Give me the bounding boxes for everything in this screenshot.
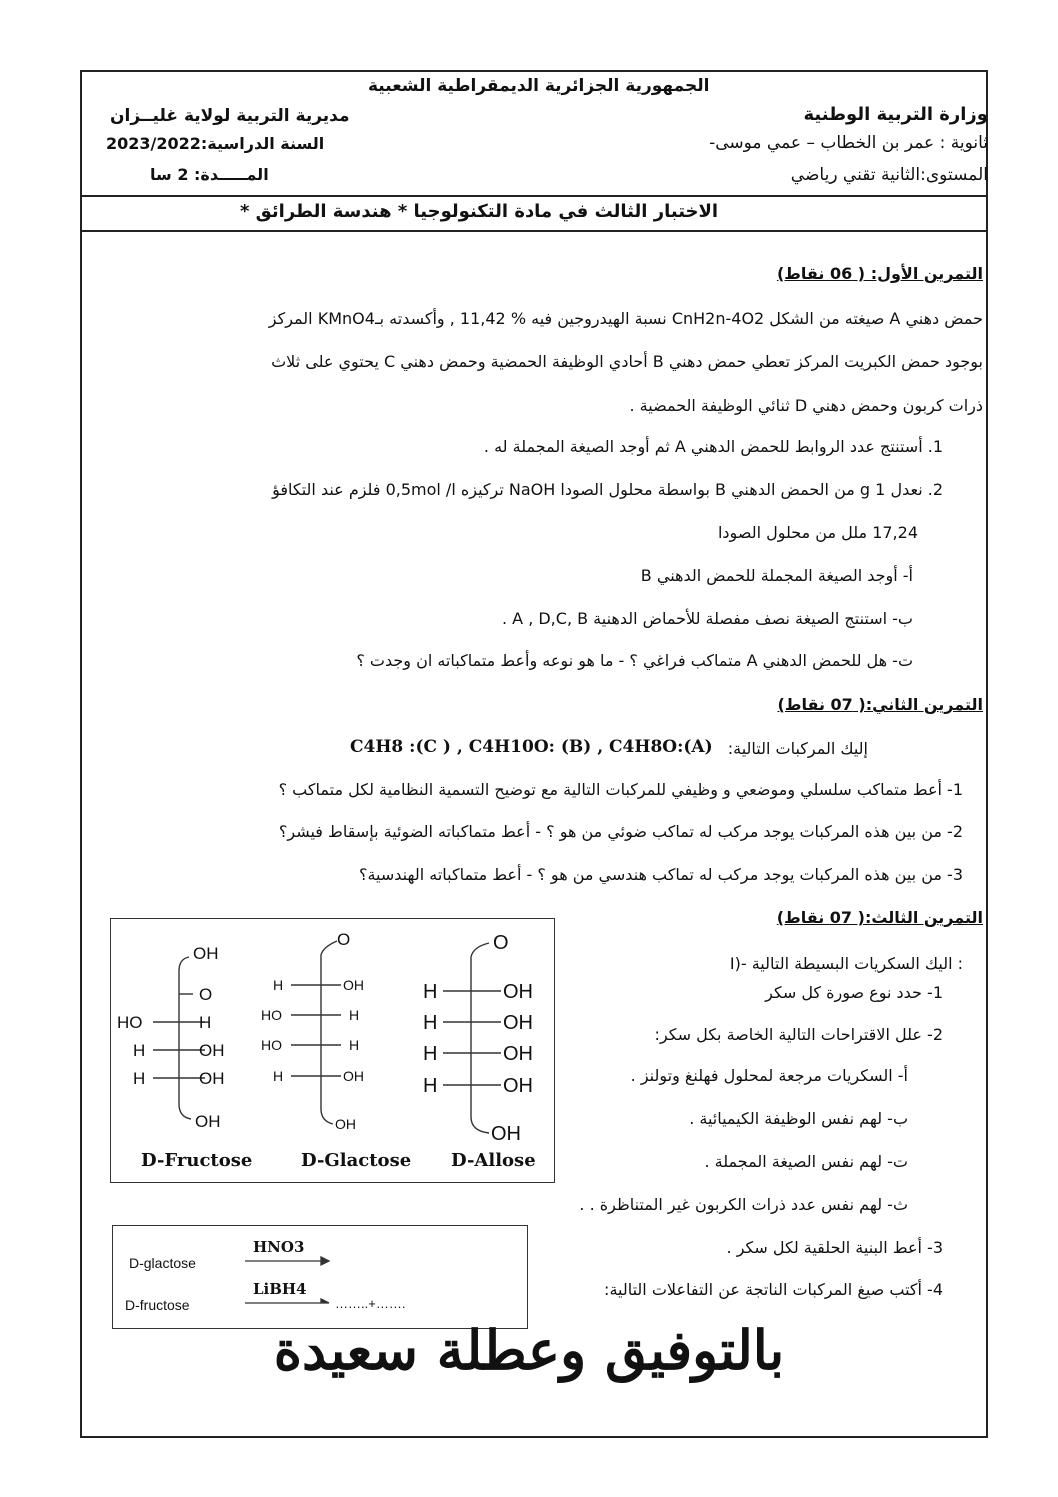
reactions-box: [112, 1225, 528, 1329]
ex2-compounds: C4H8 :(C ) , C4H10O: (B) , C4H8O:(A): [350, 737, 713, 757]
ex2-question-3: 3- من بين هذه المركبات يوجد مركب له تماكب هندسي من هو ؟ - أعط متماكباته الهندسية؟: [358, 865, 963, 884]
galactose-c5-right: OH: [343, 1068, 364, 1084]
ex2-intro: إليك المركبات التالية:: [727, 739, 868, 758]
ex1-question-2-cont: 17,24 ملل من محلول الصودا: [717, 523, 918, 542]
fructose-c4-right: OH: [199, 1041, 225, 1060]
allose-bottom-oh: OH: [491, 1123, 521, 1145]
ex2-question-1: 1- أعط متماكب سلسلي وموضعي و وظيفي للمركبات التالية مع توضيح التسمية النظامية لكل متماكب ؟: [278, 780, 963, 799]
ex1-paragraph-line-2: بوجود حمض الكبريت المركز تعطي حمض دهني B أحادي الوظيفة الحمضية وحمض دهني C يحتوي على ثلاث: [271, 352, 983, 371]
ex3-question-1: 1- حدد نوع صورة كل سكر: [765, 983, 943, 1002]
allose-top-o: O: [493, 932, 509, 954]
galactose-c2-left: H: [273, 977, 284, 993]
allose-label: D-Allose: [451, 1150, 536, 1171]
galactose-c5-left: H: [273, 1068, 284, 1084]
ex2-question-2: 2- من بين هذه المركبات يوجد مركب له تماكب ضوئي من هو ؟ - أعط متماكباته الضوئية بإسقاط فيشر؟: [278, 822, 963, 841]
fructose-c5-left: H: [133, 1069, 146, 1088]
duration: المـــــدة: 2 سا: [150, 165, 269, 184]
galactose-c2-right: OH: [343, 977, 364, 993]
exercise-3-title: التمرين الثالث:( 07 نقاط): [776, 908, 983, 927]
ex1-paragraph-line-1: حمض دهني A صيغته من الشكل CnH2n-4O2 نسبة الهيدروجين فيه % 11,42 , وأكسدته بـKMnO4 المركز: [268, 309, 983, 328]
reactions-diagram: [113, 1226, 529, 1330]
directorate-name: مديرية التربية لولاية غليــزان: [110, 106, 350, 126]
ex3-question-2: 2- علل الاقتراحات التالية الخاصة بكل سكر:: [654, 1025, 943, 1044]
fructose-bottom-oh: OH: [195, 1112, 221, 1131]
allose-c3-right: OH: [503, 1012, 533, 1034]
sugars-figure: [110, 918, 555, 1183]
fructose-c5-right: OH: [199, 1069, 225, 1088]
ex3-question-2b: ب- لهم نفس الوظيفة الكيميائية .: [689, 1109, 908, 1128]
allose-c2-left: H: [423, 981, 438, 1003]
exercise-2-title: التمرين الثاني:( 07 نقاط): [777, 695, 983, 714]
ex1-question-2c: ت- هل للحمض الدهني A متماكب فراغي ؟ - ما هو نوعه وأعط متماكباته ان وجدت ؟: [356, 651, 913, 670]
galactose-c3-right: H: [349, 1007, 360, 1023]
allose-c4-right: OH: [503, 1043, 533, 1065]
galactose-top-o: O: [337, 930, 351, 949]
exam-title: الاختبار الثالث في مادة التكنولوجيا * هندسة الطرائق *: [240, 201, 719, 222]
reaction-2-reactant: D-fructose: [125, 1297, 190, 1313]
ex3-question-4: 4- أكتب صيغ المركبات الناتجة عن التفاعلات التالية:: [604, 1280, 943, 1299]
allose-c2-right: OH: [503, 981, 533, 1003]
ex1-question-1: 1. أستنتج عدد الروابط للحمض الدهني A ثم أوجد الصيغة المجملة له .: [483, 437, 943, 456]
fischer-projections: [111, 919, 556, 1184]
ex1-question-2b: ب- استنتج الصيغة نصف مفصلة للأحماض الدهنية A , D,C, B .: [501, 609, 913, 628]
republic-title: الجمهورية الجزائرية الديمقراطية الشعبية: [368, 76, 710, 96]
galactose-c4-left: HO: [261, 1037, 282, 1053]
ex1-question-2: 2. نعدل 1 g من الحمض الدهني B بواسطة محلول الصودا NaOH تركيزه 0,5mol /l فلزم عند التكافؤ: [272, 480, 943, 499]
school-name: ثانوية : عمر بن الخطاب – عمي موسى-: [709, 133, 988, 153]
fructose-c3-left: HO: [117, 1013, 143, 1032]
reaction-1-reactant: D-glactose: [129, 1255, 196, 1271]
galactose-label: D-Glactose: [301, 1150, 412, 1171]
title-divider: [80, 230, 988, 232]
galactose-c4-right: H: [349, 1037, 360, 1053]
closing-message: بالتوفيق وعطلة سعيدة: [273, 1318, 785, 1382]
ex1-question-2a: أ- أوجد الصيغة المجملة للحمض الدهني B: [640, 566, 913, 585]
fructose-c4-left: H: [133, 1041, 146, 1060]
galactose-bottom-oh: OH: [335, 1116, 356, 1132]
allose-c5-right: OH: [503, 1075, 533, 1097]
level-label: المستوى:الثانية تقني رياضي: [790, 165, 988, 185]
reaction-1-reagent: HNO3: [253, 1238, 305, 1256]
allose-c3-left: H: [423, 1012, 438, 1034]
reaction-2-reagent: LiBH4: [253, 1280, 307, 1298]
fructose-c3-right: H: [199, 1013, 212, 1032]
ex1-paragraph-line-3: ذرات كربون وحمض دهني D ثنائي الوظيفة الحمضية .: [629, 396, 983, 415]
school-year: السنة الدراسية:2023/2022: [106, 134, 325, 153]
ministry-name: وزارة التربية الوطنية: [803, 104, 988, 125]
fructose-top-oh: OH: [193, 944, 219, 963]
reaction-2-product: ……..+…….: [335, 1296, 406, 1311]
ex3-question-2c: ت- لهم نفس الصيغة المجملة .: [704, 1152, 908, 1171]
fructose-label: D-Fructose: [141, 1150, 253, 1171]
ex3-question-2a: أ- السكريات مرجعة لمحلول فهلنغ وتولنز .: [630, 1066, 908, 1085]
exercise-1-title: التمرين الأول: ( 06 نقاط): [776, 264, 983, 283]
allose-c5-left: H: [423, 1075, 438, 1097]
fructose-c2-o: O: [199, 985, 213, 1004]
allose-c4-left: H: [423, 1043, 438, 1065]
ex3-question-3: 3- أعط البنية الحلقية لكل سكر .: [726, 1238, 943, 1257]
ex3-intro: I)- اليك السكريات البسيطة التالية :: [729, 954, 963, 973]
ex3-question-2d: ث- لهم نفس عدد ذرات الكربون غير المتناظرة . .: [579, 1195, 908, 1214]
galactose-c3-left: HO: [261, 1007, 282, 1023]
header-divider: [80, 195, 988, 197]
